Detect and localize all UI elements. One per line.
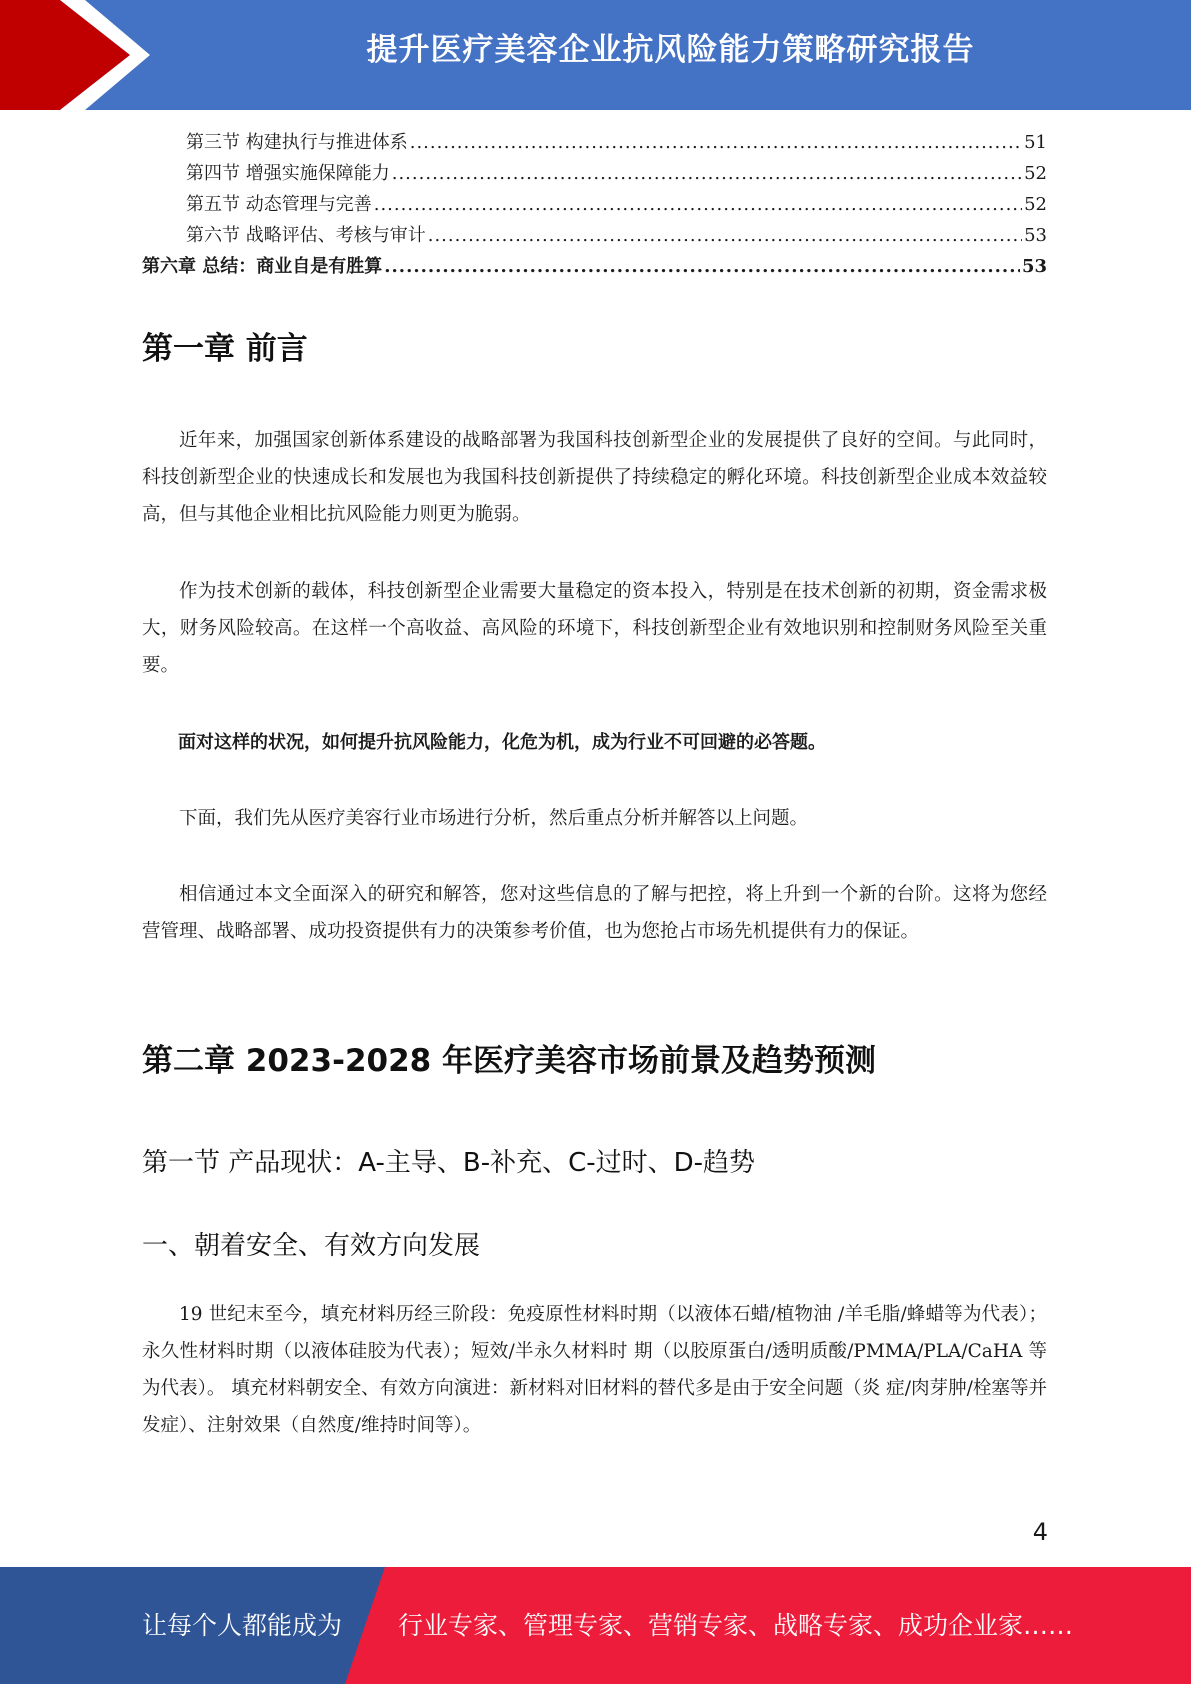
emphasis-paragraph: 面对这样的状况，如何提升抗风险能力，化危为机，成为行业不可回避的必答题。 xyxy=(178,732,826,753)
toc-leader-dots xyxy=(392,163,1022,184)
subsection-heading: 一、朝着安全、有效方向发展 xyxy=(142,1231,481,1261)
toc-entry-title: 第六章 总结：商业自是有胜算 xyxy=(142,256,383,277)
paragraph: 19 世纪末至今，填充材料历经三阶段：免疫原性材料时期（以液体石蜡/植物油 /羊毛脂/蜂蜡等为代表）；永久性材料时期（以液体硅胶为代表）；短效/半永久材料时 期（以胶原蛋白/透明质酸/PMMA/PLA/CaHA 等为代表）。 填充材料朝安全、有效方向演进：新材料对旧材料的替代多是由于安全问题（炎 症/肉芽肿/栓塞等并发症）、注射效果（自然度/维持时间等）。 xyxy=(142,1304,1047,1436)
toc-entry-title: 第六节 战略评估、考核与审计 xyxy=(186,225,426,246)
toc-entry[interactable] xyxy=(142,221,1047,252)
toc-entry-title: 第三节 构建执行与推进体系 xyxy=(186,132,408,153)
toc-entry[interactable] xyxy=(142,128,1047,159)
toc-entry-title: 第四节 增强实施保障能力 xyxy=(186,163,390,184)
paragraph: 相信通过本文全面深入的研究和解答，您对这些信息的了解与把控，将上升到一个新的台阶。这将为您经营管理、战略部署、成功投资提供有力的决策参考价值，也为您抢占市场先机提供有力的保证。 xyxy=(142,884,1047,942)
toc-leader-dots xyxy=(374,194,1022,215)
toc-entry-page: 52 xyxy=(1024,163,1047,184)
paragraph: 作为技术创新的载体，科技创新型企业需要大量稳定的资本投入，特别是在技术创新的初期，资金需求极大，财务风险较高。在这样一个高收益、高风险的环境下，科技创新型企业有效地识别和控制财务风险至关重要。 xyxy=(142,581,1047,676)
footer-slogan-left: 让每个人都能成为 xyxy=(142,1611,343,1640)
page-number: 4 xyxy=(1032,1518,1048,1546)
toc-entry-page: 51 xyxy=(1024,132,1047,153)
toc-entry-title: 第五节 动态管理与完善 xyxy=(186,194,372,215)
toc-leader-dots xyxy=(428,225,1022,246)
toc-entry-page: 53 xyxy=(1021,256,1047,277)
footer-slogan-right: 行业专家、管理专家、营销专家、战略专家、成功企业家…… xyxy=(398,1611,1074,1640)
chapter-heading: 第二章 2023-2028 年医疗美容市场前景及趋势预测 xyxy=(142,1043,877,1079)
paragraph: 近年来，加强国家创新体系建设的战略部署为我国科技创新型企业的发展提供了良好的空间。与此同时，科技创新型企业的快速成长和发展也为我国科技创新提供了持续稳定的孵化环境。科技创新型企业成本效益较高，但与其他企业相比抗风险能力则更为脆弱。 xyxy=(142,430,1047,525)
chapter-heading: 第一章 前言 xyxy=(142,331,308,367)
section-heading: 第一节 产品现状：A-主导、B-补充、C-过时、D-趋势 xyxy=(142,1148,756,1178)
toc-chapter-entry[interactable] xyxy=(142,252,1047,283)
header-title: 提升医疗美容企业抗风险能力策略研究报告 xyxy=(366,32,975,68)
toc-leader-dots xyxy=(384,256,1020,277)
page-footer xyxy=(0,1567,1191,1684)
page-header xyxy=(0,0,1191,110)
paragraph: 下面，我们先从医疗美容行业市场进行分析，然后重点分析并解答以上问题。 xyxy=(179,808,809,829)
toc-leader-dots xyxy=(410,132,1022,153)
toc-entry[interactable] xyxy=(142,190,1047,221)
table-of-contents xyxy=(142,128,1047,283)
toc-entry-page: 52 xyxy=(1024,194,1047,215)
toc-entry[interactable] xyxy=(142,159,1047,190)
toc-entry-page: 53 xyxy=(1024,225,1047,246)
